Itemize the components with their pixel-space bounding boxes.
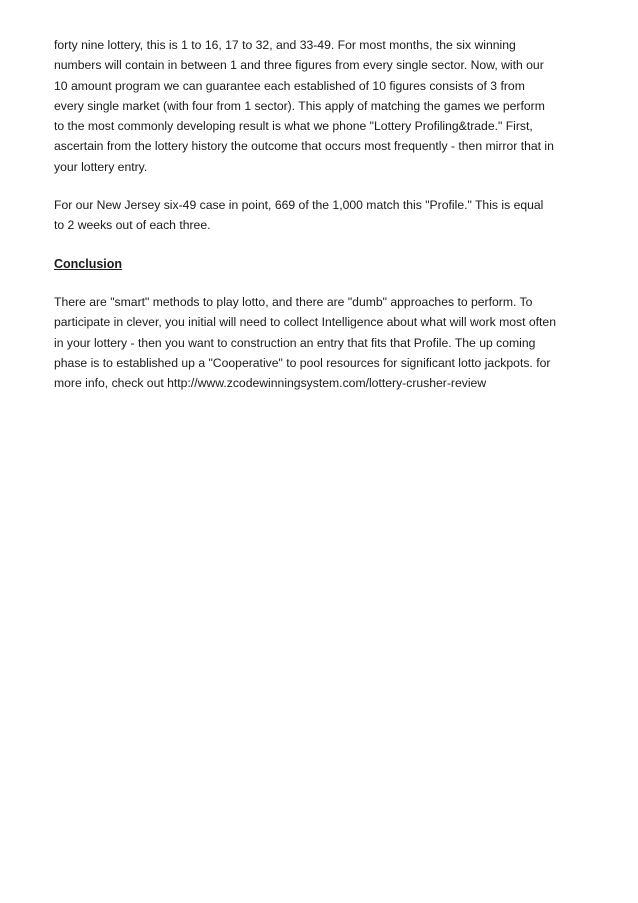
- paragraph-spacer: [54, 177, 594, 195]
- text-line: participate in clever, you initial will need to collect Intelligence about what will work most often: [54, 315, 556, 330]
- text-line: your lottery entry.: [54, 159, 148, 174]
- text-line: numbers will contain in between 1 and three figures from every single sector. Now, with our: [54, 58, 544, 73]
- text-line: to the most commonly developing result is what we phone "Lottery Profiling&trade." First,: [54, 119, 533, 134]
- text-line: forty nine lottery, this is 1 to 16, 17 to 32, and 33-49. For most months, the six winning: [54, 38, 516, 52]
- text-line: in your lottery - then you want to construction an entry that fits that Profile. The up coming: [54, 335, 536, 350]
- paragraph-conclusion: [54, 292, 594, 393]
- paragraph-spacer: [54, 274, 594, 292]
- section-heading-conclusion: Conclusion: [54, 256, 123, 271]
- text-line: There are "smart" methods to play lotto, and there are "dumb" approaches to perform. To: [54, 294, 533, 309]
- text-line: ascertain from the lottery history the outcome that occurs most frequently - then mirror that in: [54, 139, 554, 154]
- paragraph-new-jersey-example: [54, 195, 594, 236]
- text-line: to 2 weeks out of each three.: [54, 218, 211, 233]
- paragraph-lottery-sectors: [54, 35, 594, 177]
- paragraph-spacer: [54, 236, 594, 254]
- text-line-with-url: more info, check out http://www.zcodewinningsystem.com/lottery-crusher-review: [54, 376, 487, 391]
- text-line: For our New Jersey six-49 case in point, 669 of the 1,000 match this "Profile." This is equal: [54, 198, 544, 213]
- document-body: [54, 35, 594, 393]
- text-line: phase is to established up a "Cooperative" to pool resources for significant lotto jackpots. for: [54, 355, 551, 370]
- text-line: 10 amount program we can guarantee each established of 10 figures consists of 3 from: [54, 78, 525, 93]
- text-line: every single market (with four from 1 sector). This apply of matching the games we perform: [54, 98, 545, 113]
